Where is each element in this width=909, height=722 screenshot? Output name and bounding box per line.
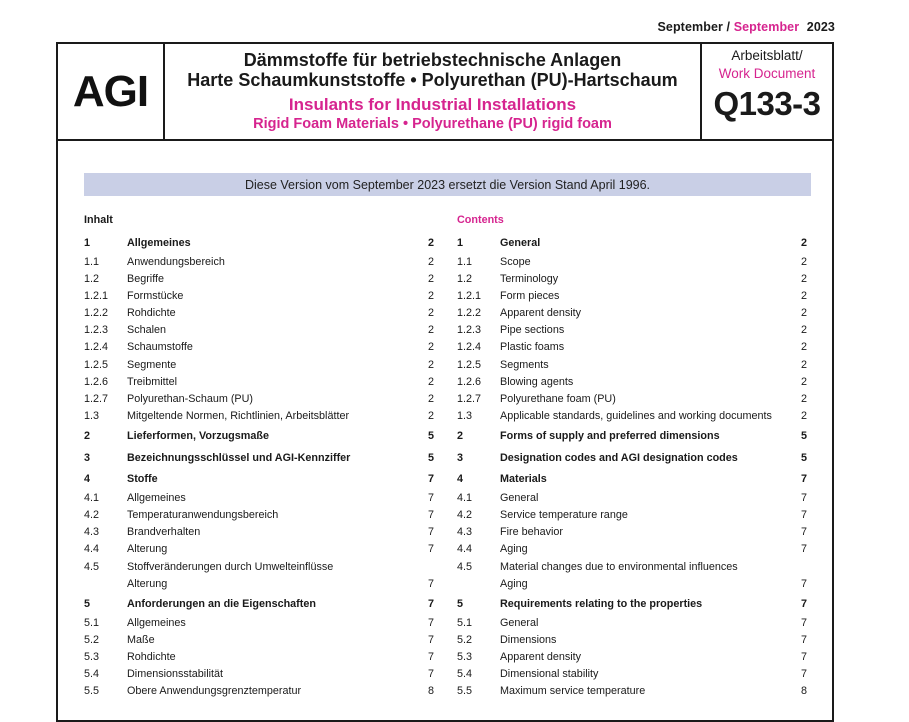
toc-title: Materials [500,473,547,486]
toc-title: Fire behavior [500,526,564,539]
toc-page: 5 [800,451,807,464]
toc-page: 2 [427,324,434,337]
toc-row[interactable] [84,559,434,576]
subtitle-en: Rigid Foam Materials • Polyurethane (PU) rigid foam [253,116,612,132]
toc-row[interactable] [457,374,807,391]
toc-row[interactable] [457,449,807,469]
toc-title: Polyurethan-Schaum (PU) [127,393,254,405]
toc-row[interactable] [84,427,434,447]
toc-title: Segmente [127,358,177,371]
toc-title: Apparent density [500,307,582,320]
toc-title: General [500,237,541,249]
toc-title: Rohdichte [127,307,176,320]
toc-row[interactable] [84,632,434,649]
toc-number: 5.1 [84,616,100,629]
toc-row[interactable] [457,683,807,700]
toc-rows-de [84,234,434,700]
logo-text: AGI [72,66,149,116]
toc-page: 5 [427,430,434,443]
toc-number: 1.2.2 [457,307,482,320]
toc-page: 2 [427,289,434,302]
toc-number: 4.2 [457,509,473,522]
toc-page: 8 [427,685,434,698]
toc-number: 5.2 [457,633,473,646]
toc-title: Scope [500,255,531,268]
toc-row[interactable] [457,524,807,541]
toc-page: 7 [427,491,434,504]
toc-number: 5.5 [84,685,100,698]
toc-title: Polyurethane foam (PU) [500,393,616,405]
toc-title: Material changes due to environmental influences [500,560,738,573]
toc-page: 2 [800,272,807,285]
toc-row[interactable] [84,615,434,632]
toc-row[interactable] [457,615,807,632]
toc-row[interactable] [84,524,434,541]
subtitle-de: Harte Schaumkunststoffe • Polyurethan (PU)-Hartschaum [187,70,678,90]
toc-row[interactable] [457,305,807,322]
toc-number: 1.2 [457,272,473,285]
toc-page: 2 [800,410,807,423]
toc-number: 5.3 [457,650,473,663]
toc-title: Plastic foams [500,341,565,354]
date-year: 2023 [806,20,835,34]
document-header [58,44,832,141]
version-banner: Diese Version vom September 2023 ersetzt die Version Stand April 1996. [84,173,811,196]
toc-number: 4 [457,473,464,486]
toc-row[interactable] [84,408,434,425]
toc-heading-en: Contents [457,214,504,226]
toc-title: Apparent density [500,650,582,663]
toc-title: Form pieces [500,289,560,302]
toc-page: 7 [427,616,434,629]
toc-title: Applicable standards, guidelines and working documents [500,410,772,423]
toc-title: Schalen [127,324,167,337]
toc-page: 2 [427,410,434,423]
toc-row[interactable] [457,470,807,490]
toc-row[interactable] [457,391,807,408]
toc-page: 7 [427,473,434,486]
toc-title: Brandverhalten [127,526,201,539]
toc-page: 7 [800,668,807,681]
toc-number: 5.4 [84,668,100,681]
toc-title: Schaumstoffe [127,341,193,354]
toc-title: Allgemeines [127,616,186,629]
toc-title: Alterung [127,577,168,590]
toc-title: Mitgeltende Normen, Richtlinien, Arbeitsblätter [127,410,350,423]
toc-title: Pipe sections [500,324,565,337]
toc-english [457,214,807,700]
worksheet-label-de: Arbeitsblatt/ [731,48,803,63]
toc-row[interactable] [84,576,434,593]
toc-number: 5 [457,598,464,610]
toc-title: Aging [500,543,528,556]
toc-title: Allgemeines [127,237,191,249]
toc-number: 1.2.7 [84,393,109,405]
worksheet-block [702,44,832,139]
toc-page: 2 [800,324,807,337]
toc-row[interactable] [84,357,434,374]
toc-title: Dimensionsstabilität [127,668,224,681]
toc-number: 1.1 [457,255,473,268]
toc-title: Stoffveränderungen durch Umwelteinflüsse [127,560,334,573]
toc-page: 7 [427,577,434,590]
document-date [657,20,835,34]
toc-number: 1.2.3 [84,324,109,337]
toc-row[interactable] [457,322,807,339]
title-en: Insulants for Industrial Installations [288,95,577,114]
toc-number: 1.2.2 [84,307,109,320]
toc-number: 2 [84,430,91,443]
toc-title: Maße [127,633,155,646]
worksheet-label-en: Work Document [718,66,816,81]
toc-rows-en [457,234,807,700]
toc-page: 7 [427,526,434,539]
toc-row[interactable] [84,666,434,683]
toc-number: 1.2.6 [457,375,482,388]
toc-row[interactable] [84,649,434,666]
toc-row[interactable] [84,271,434,288]
toc-page: 2 [800,237,807,249]
document-frame [56,42,834,722]
toc-row[interactable] [84,490,434,507]
toc-row[interactable] [84,374,434,391]
toc-number: 1.2.7 [457,393,482,405]
toc-row[interactable] [457,666,807,683]
toc-page: 7 [800,473,807,486]
toc-german [84,214,434,700]
toc-page: 7 [800,633,807,646]
toc-number: 4.1 [457,491,473,504]
toc-title: Designation codes and AGI designation codes [500,451,738,464]
toc-number: 4.5 [84,560,100,573]
toc-title: Service temperature range [500,509,628,522]
toc-number: 4.1 [84,491,100,504]
toc-page: 2 [800,341,807,354]
toc-title: Terminology [500,272,559,285]
toc-number: 1 [457,237,464,249]
toc-title: Anwendungsbereich [127,255,225,268]
toc-number: 5.5 [457,685,473,698]
toc-page: 2 [800,289,807,302]
toc-row[interactable] [84,339,434,356]
toc-page: 5 [427,451,434,464]
toc-row[interactable] [457,559,807,576]
toc-number: 4 [84,473,91,486]
toc-page: 2 [427,341,434,354]
toc-page: 7 [800,526,807,539]
toc-number: 1.2.1 [84,289,109,302]
toc-number: 1.2.5 [84,358,109,371]
toc-title: Bezeichnungsschlüssel und AGI-Kennziffer [127,451,351,464]
toc-row[interactable] [457,576,807,593]
toc-row[interactable] [84,322,434,339]
date-en: September [733,20,800,34]
toc-row[interactable] [457,288,807,305]
toc-number: 3 [84,451,91,464]
toc-number: 5.4 [457,668,473,681]
toc-row[interactable] [84,470,434,490]
toc-number: 1.3 [457,410,473,423]
toc-page: 7 [800,509,807,522]
toc-page: 5 [800,430,807,443]
toc-number: 4.3 [457,526,473,539]
toc-page: 7 [800,543,807,556]
toc-row[interactable] [457,649,807,666]
toc-page: 7 [427,543,434,556]
toc-number: 1.2.4 [84,341,109,354]
toc-title: Requirements relating to the properties [500,598,703,610]
toc-title: Temperaturanwendungsbereich [127,509,279,522]
toc-title: Forms of supply and preferred dimensions [500,430,720,443]
toc-title: Blowing agents [500,375,574,388]
toc-row[interactable] [457,595,807,615]
toc-title: Treibmittel [127,375,177,388]
toc-row[interactable] [457,632,807,649]
toc-number: 3 [457,451,464,464]
toc-row[interactable] [457,254,807,271]
toc-title: Formstücke [127,289,184,302]
toc-title: Anforderungen an die Eigenschaften [127,598,316,610]
toc-number: 4.4 [457,543,473,556]
toc-title: Lieferformen, Vorzugsmaße [127,430,269,443]
toc-title: Begriffe [127,272,165,285]
toc-title: Obere Anwendungsgrenztemperatur [127,685,302,698]
toc-page: 2 [427,358,434,371]
toc-row[interactable] [457,541,807,558]
toc-title: Stoffe [127,473,158,486]
toc-number: 4.4 [84,543,100,556]
toc-row[interactable] [457,271,807,288]
toc-page: 2 [800,255,807,268]
toc-number: 1.2.4 [457,341,482,354]
toc-page: 2 [427,272,434,285]
toc-number: 1.2 [84,272,100,285]
toc-page: 2 [427,375,434,388]
toc-page: 2 [800,358,807,371]
toc-row[interactable] [84,234,434,254]
toc-number: 1.2.1 [457,289,482,302]
toc-row[interactable] [84,595,434,615]
toc-row[interactable] [84,288,434,305]
toc-title: General [500,616,539,629]
toc-title: General [500,491,539,504]
toc-row[interactable] [84,541,434,558]
toc-row[interactable] [84,683,434,700]
toc-number: 5.3 [84,650,100,663]
toc-number: 2 [457,430,464,443]
toc-page: 2 [800,393,807,405]
toc-row[interactable] [457,357,807,374]
toc-page: 7 [427,598,434,610]
toc-page: 7 [800,577,807,590]
toc-page: 2 [800,375,807,388]
agi-logo [58,44,165,139]
toc-number: 4.3 [84,526,100,539]
toc-row[interactable] [457,490,807,507]
toc-row[interactable] [457,339,807,356]
toc-page: 7 [427,668,434,681]
toc-number: 1.2.3 [457,324,482,337]
toc-number: 1.3 [84,410,100,423]
toc-title: Rohdichte [127,650,176,663]
toc-number: 1 [84,237,91,249]
toc-page: 7 [427,509,434,522]
toc-title: Dimensional stability [500,668,599,681]
toc-title: Aging [500,577,528,590]
toc-page: 2 [427,255,434,268]
toc-page: 7 [800,650,807,663]
toc-page: 2 [800,307,807,320]
toc-page: 7 [800,616,807,629]
toc-row[interactable] [84,254,434,271]
toc-title: Segments [500,358,549,371]
toc-row[interactable] [457,507,807,524]
toc-page: 7 [427,650,434,663]
toc-number: 4.2 [84,509,100,522]
toc-row[interactable] [457,408,807,425]
toc-row[interactable] [84,305,434,322]
toc-row[interactable] [84,391,434,408]
toc-page: 8 [800,685,807,698]
toc-row[interactable] [84,449,434,469]
toc-title: Maximum service temperature [500,685,646,698]
toc-number: 5 [84,598,91,610]
toc-title: Dimensions [500,633,557,646]
toc-row[interactable] [84,507,434,524]
toc-page: 7 [800,491,807,504]
toc-number: 5.2 [84,633,100,646]
toc-page: 7 [427,633,434,646]
toc-number: 1.1 [84,255,100,268]
toc-page: 2 [427,393,434,405]
toc-row[interactable] [457,234,807,254]
title-de: Dämmstoffe für betriebstechnische Anlagen [243,50,622,70]
toc-title: Alterung [127,543,168,556]
title-block [165,44,702,139]
toc-number: 5.1 [457,616,473,629]
toc-number: 4.5 [457,560,473,573]
toc-heading-de: Inhalt [84,214,113,226]
toc-title: Allgemeines [127,491,186,504]
toc-page: 2 [427,307,434,320]
toc-page: 7 [800,598,807,610]
toc-number: 1.2.5 [457,358,482,371]
toc-row[interactable] [457,427,807,447]
date-de: September / [657,20,731,34]
document-code: Q133-3 [713,85,821,122]
toc-page: 2 [427,237,434,249]
toc-number: 1.2.6 [84,375,109,388]
